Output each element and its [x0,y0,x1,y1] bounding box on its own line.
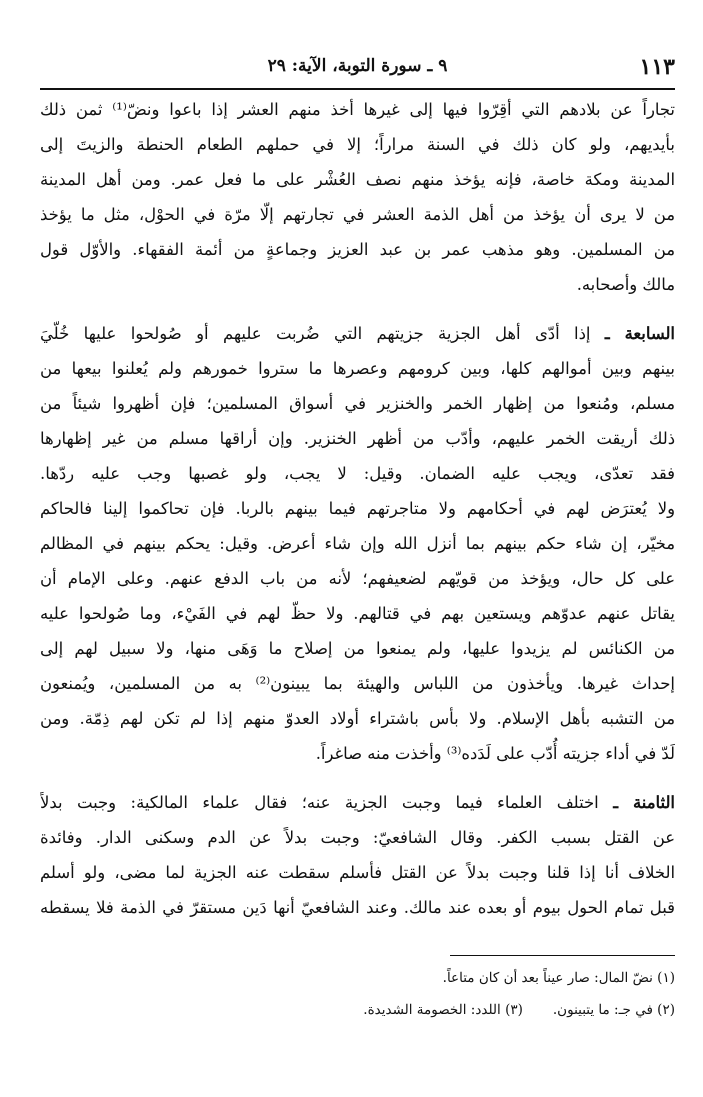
text-line: بأيديهم، ولو كان ذلك في السنة مراراً؛ إلا في حملهم الطعام الحنطة والزيتَ إلى [40,135,675,154]
text-line: إحداث غيرها. ويأخذون من اللباس والهيئة بما يبينون⁽²⁾ به من المسلمين، ويُمنعون [40,674,675,693]
footnote-rule [450,955,675,956]
paragraph-seventh [40,316,675,771]
text-line: من المسلمين. وهو مذهب عمر بن عبد العزيز وجماعةٍ من أئمة الفقهاء. والأوّل قول [40,240,675,259]
paragraph-eighth [40,785,675,925]
footnote: (١) نضّ المال: صار عيناً بعد أن كان متاعاً. [442,970,675,986]
text-line: المدينة ومكة خاصة، فإنه يؤخذ منهم نصف العُشْر على ما فعل عمر. ومن أهل المدينة [40,170,675,189]
text-line: لَدّ في أداء جزيته أُدّب على لَدَده⁽³⁾ وأخذت منه صاغراً. [315,744,675,763]
text-line [40,316,675,351]
footnote: (٣) اللدد: الخصومة الشديدة. [363,1002,523,1018]
text-line-content: إذا أدّى أهل الجزية جزيتهم التي ضُربت عليهم أو صُولحوا عليها خُلّيَ [40,324,591,343]
text-line: من لا يرى أن يؤخذ من أهل الذمة العشر في تجارتهم إلّا مرّة في الحوْل، مثل ما يؤخذ [40,205,675,224]
footnote: (٢) في جـ: ما يتبينون. [552,1002,675,1018]
text-line: مسلم، ومُنعوا من إظهار الخمر والخنزير في أسواق المسلمين؛ فإن أظهروا شيئاً من [40,394,675,413]
text-line [40,785,675,820]
paragraph-continuation [40,92,675,302]
text-line: قبل تمام الحول بيوم أو بعده عند مالك. وعند الشافعيّ أنها دَين مستقرّ في الذمة فلا يسقطه [40,898,675,917]
text-line: مالك وأصحابه. [576,275,675,294]
paragraph-lead: السابعة ـ [604,324,675,343]
footnotes [75,962,675,1026]
page-header [40,52,675,88]
text-line: مخيّر، إن شاء حكم بينهم بما أنزل الله وإن شاء أعرض. وقيل: يحكم بينهم في المظالم [40,534,675,553]
text-line: تجاراً عن بلادهم التي أقِرّوا فيها إلى غيرها أخذ منهم العشر إذا باعوا ونضّ⁽¹⁾ ثمن ذلك [40,100,675,119]
text-line: عن القتل بسبب الكفر. وقال الشافعيّ: وجبت بدلاً عن الدم وسكنى الدار. وفائدة [40,828,675,847]
text-line-content: اختلف العلماء فيما وجبت الجزية عنه؛ فقال علماء المالكية: وجبت بدلاً [40,793,599,812]
running-head: ٩ ـ سورة التوبة، الآية: ٢٩ [267,56,448,76]
text-line: من الكنائس لم يزيدوا عليها، ولم يمنعوا من إصلاح ما وَهَى منها، ولا سبيل لهم إلى [40,639,675,658]
text-line: ذلك أريقت الخمر عليهم، وأدّب من أظهر الخنزير. وإن أراقها مسلم من غير إظهارها [40,429,675,448]
text-line: الخلاف أنا إذا قلنا وجبت بدلاً عن القتل فأسلم سقطت عنه الجزية لما مضى، ولو أسلم [40,863,675,882]
text-line: ولا يُعترَض لهم في أحكامهم ولا متاجرتهم فيما بينهم بالربا. فإن تحاكموا إلينا فالحاكم [40,499,675,518]
header-rule [40,88,675,90]
text-line: بينهم وبين أموالهم كلها، وبين كرومهم وعصرها ما ستروا خمورهم ولم يُعلنوا بيعها من [40,359,675,378]
text-line: على كل حال، ويؤخذ من قويّهم لضعيفهم؛ لأنه من باب الدفع عنهم. وعلى الإمام أن [40,569,675,588]
text-line: فقد تعدّى، ويجب عليه الضمان. وقيل: لا يجب، ولو غصبها وجب عليه ردّها. [40,464,675,483]
paragraph-lead: الثامنة ـ [613,793,675,812]
footnote-row [75,994,675,1026]
text-line: من التشبه بأهل الإسلام. ولا بأس باشتراء أولاد العدوّ منهم إذا لم تكن لهم ذِمّة. ومن [40,709,675,728]
text-line: يقاتل عنهم عدوّهم ويستعين بهم في قتالهم. ولا حظّ لهم في الفَيْء، وما صُولحوا عليه [40,604,675,623]
body-text [40,92,675,925]
page-number: ١١٣ [639,54,675,80]
